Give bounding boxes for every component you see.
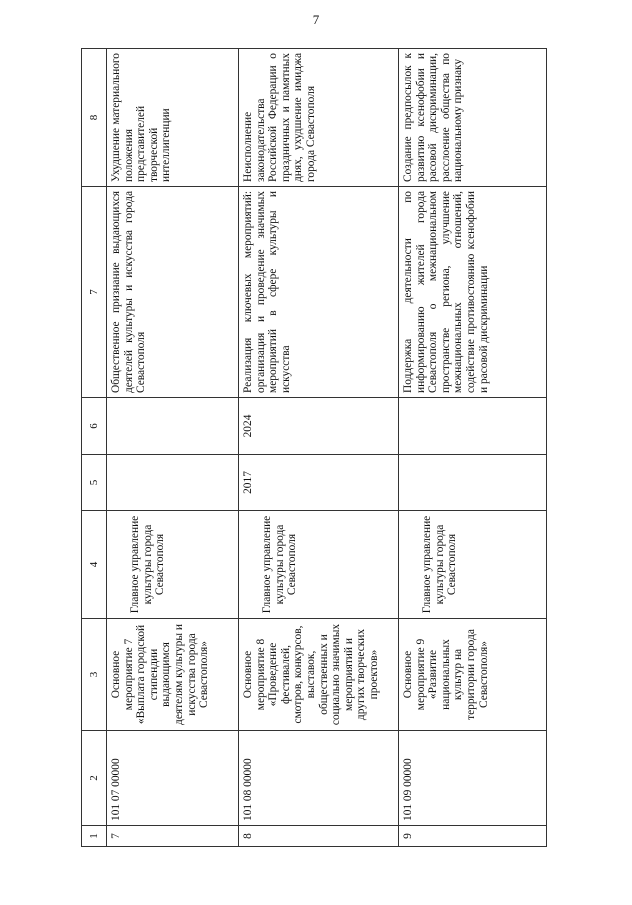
executor: Главное управление культуры города Севастополя [399,511,547,619]
header-cell: 5 [82,455,107,511]
consequences: Ухудшение материального положения представителей творческой интеллигенции [107,49,239,187]
program-events-table [81,48,547,847]
page-number: 7 [312,12,320,27]
table-row [399,49,547,847]
header-cell: 7 [82,187,107,398]
table-row [107,49,239,847]
consequences: Неисполнение законодательства Российской Федерации о праздничных и памятных днях, ухудшение имиджа города Севастополя [239,49,399,187]
header-cell: 6 [82,398,107,455]
end-year [399,398,547,455]
end-year [107,398,239,455]
table-row [239,49,399,847]
header-cell: 2 [82,731,107,826]
budget-code: 101 09 00000 [399,731,547,826]
event-name: Основное мероприятие 7 «Выплата городской стипендии выдающимся деятелям культуры и искусства города Севастополя» [107,619,239,731]
row-number: 8 [239,826,399,847]
header-cell: 1 [82,826,107,847]
start-year [107,455,239,511]
row-number: 7 [107,826,239,847]
header-row [82,49,107,847]
start-year [399,455,547,511]
consequences: Создание предпосылок к развитию ксенофобии и расовой дискриминации, расслоение общества по национальному признаку [399,49,547,187]
executor: Главное управление культуры города Севастополя [239,511,399,619]
expected-result: Поддержка деятельности по информированию жителей города Севастополя о межнациональном пространстве региона, улучшение межнациональных отношений, содействие противостоянию ксенофобии и расовой дискриминации [399,187,547,398]
budget-code: 101 08 00000 [239,731,399,826]
event-name: Основное мероприятие 8 «Проведение фестивалей, смотров, конкурсов, выставок, общественных и социально значимых мероприятий и других творческих проектов» [239,619,399,731]
row-number: 9 [399,826,547,847]
start-year: 2017 [239,455,399,511]
rotated-table-container [81,49,547,847]
budget-code: 101 07 00000 [107,731,239,826]
header-cell: 8 [82,49,107,187]
end-year: 2024 [239,398,399,455]
expected-result: Реализация ключевых мероприятий: организация и проведение значимых мероприятий в сфере культуры и искусства [239,187,399,398]
header-cell: 4 [82,511,107,619]
event-name: Основное мероприятие 9 «Развитие национальных культур на территории города Севастополя» [399,619,547,731]
executor: Главное управление культуры города Севастополя [107,511,239,619]
expected-result: Общественное признание выдающихся деятелей культуры и искусства города Севастополя [107,187,239,398]
header-cell: 3 [82,619,107,731]
